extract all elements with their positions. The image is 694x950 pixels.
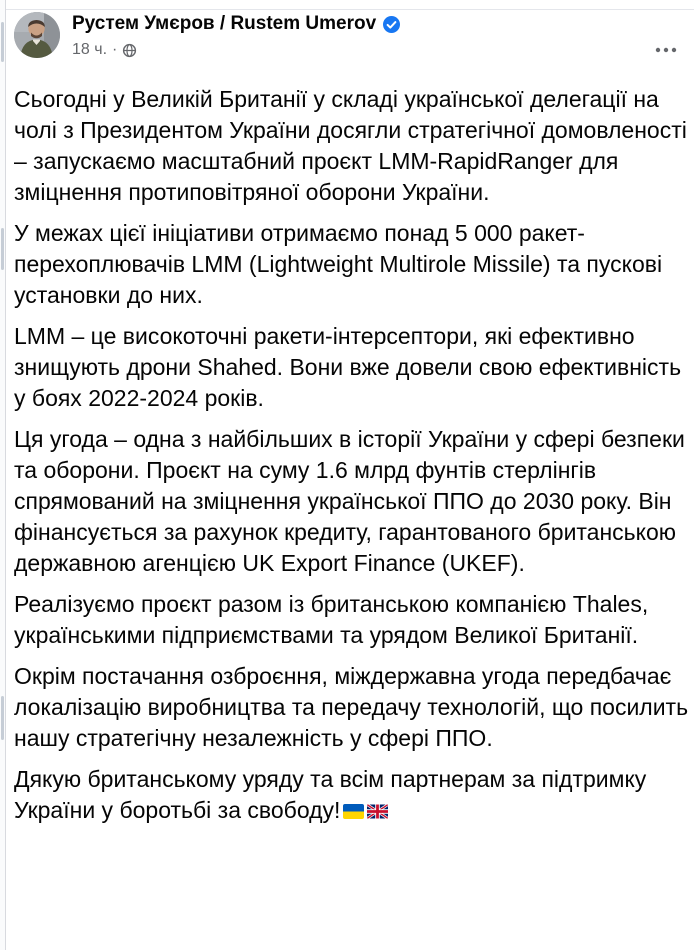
author-name[interactable]: Рустем Умєров / Rustem Umerov — [72, 13, 377, 34]
meta-separator: · — [112, 41, 118, 58]
post-text — [14, 84, 690, 836]
post-top-divider — [6, 9, 694, 10]
post-header — [14, 12, 638, 59]
globe-icon — [122, 43, 137, 58]
post-paragraph: Реалізуємо проєкт разом із британською компанією Thales, українськими підприємствами та урядом Великої Британії. — [14, 591, 649, 648]
uk-flag-icon — [367, 804, 388, 819]
edge-artifact-segment — [1, 22, 4, 62]
more-options-button[interactable] — [648, 34, 684, 66]
three-dots-icon — [655, 47, 677, 53]
post-paragraph: LMM – це високоточні ракети-інтерсептори, які ефективно знищують дрони Shahed. Вони вже довели свою ефективність у боях 2022-2024 років. — [14, 323, 682, 411]
post-paragraph: Дякую британському уряду та всім партнерам за підтримку України у боротьбі за свободу! — [14, 766, 647, 823]
header-text — [72, 12, 400, 59]
verified-badge-icon — [383, 16, 400, 33]
post-paragraph: У межах цієї ініціативи отримаємо понад 5 000 ракет-перехоплювачів LMM (Lightweight Multirole Missile) та пускові установки до них. — [14, 220, 663, 308]
timestamp[interactable]: 18 ч. — [72, 41, 108, 58]
post-meta — [72, 41, 400, 59]
post-paragraph: Ця угода – одна з найбільших в історії України у сфері безпеки та оборони. Проєкт на суму 1.6 млрд фунтів стерлінгів спрямований на зміцнення української ППО до 2030 року. Він фінансується за рахунок кредиту, гарантованого британською державною агенцією UK Export Finance (UKEF). — [14, 426, 685, 576]
post-paragraph: Сьогодні у Великій Британії у складі української делегації на чолі з Президентом України досягли стратегічної домовленості – запускаємо масштабний проєкт LMM-RapidRanger для зміцнення протиповітряної оборони України. — [14, 86, 687, 205]
post-paragraph: Окрім постачання озброєння, міждержавна угода передбачає локалізацію виробництва та передачу технологій, що посилить нашу стратегічну незалежність у сфері ППО. — [14, 663, 689, 751]
avatar[interactable] — [14, 12, 60, 58]
edge-artifact-segment — [1, 228, 4, 270]
screen-edge-artifact — [0, 0, 6, 950]
edge-artifact-segment — [1, 696, 4, 740]
ukraine-flag-icon — [343, 804, 364, 819]
